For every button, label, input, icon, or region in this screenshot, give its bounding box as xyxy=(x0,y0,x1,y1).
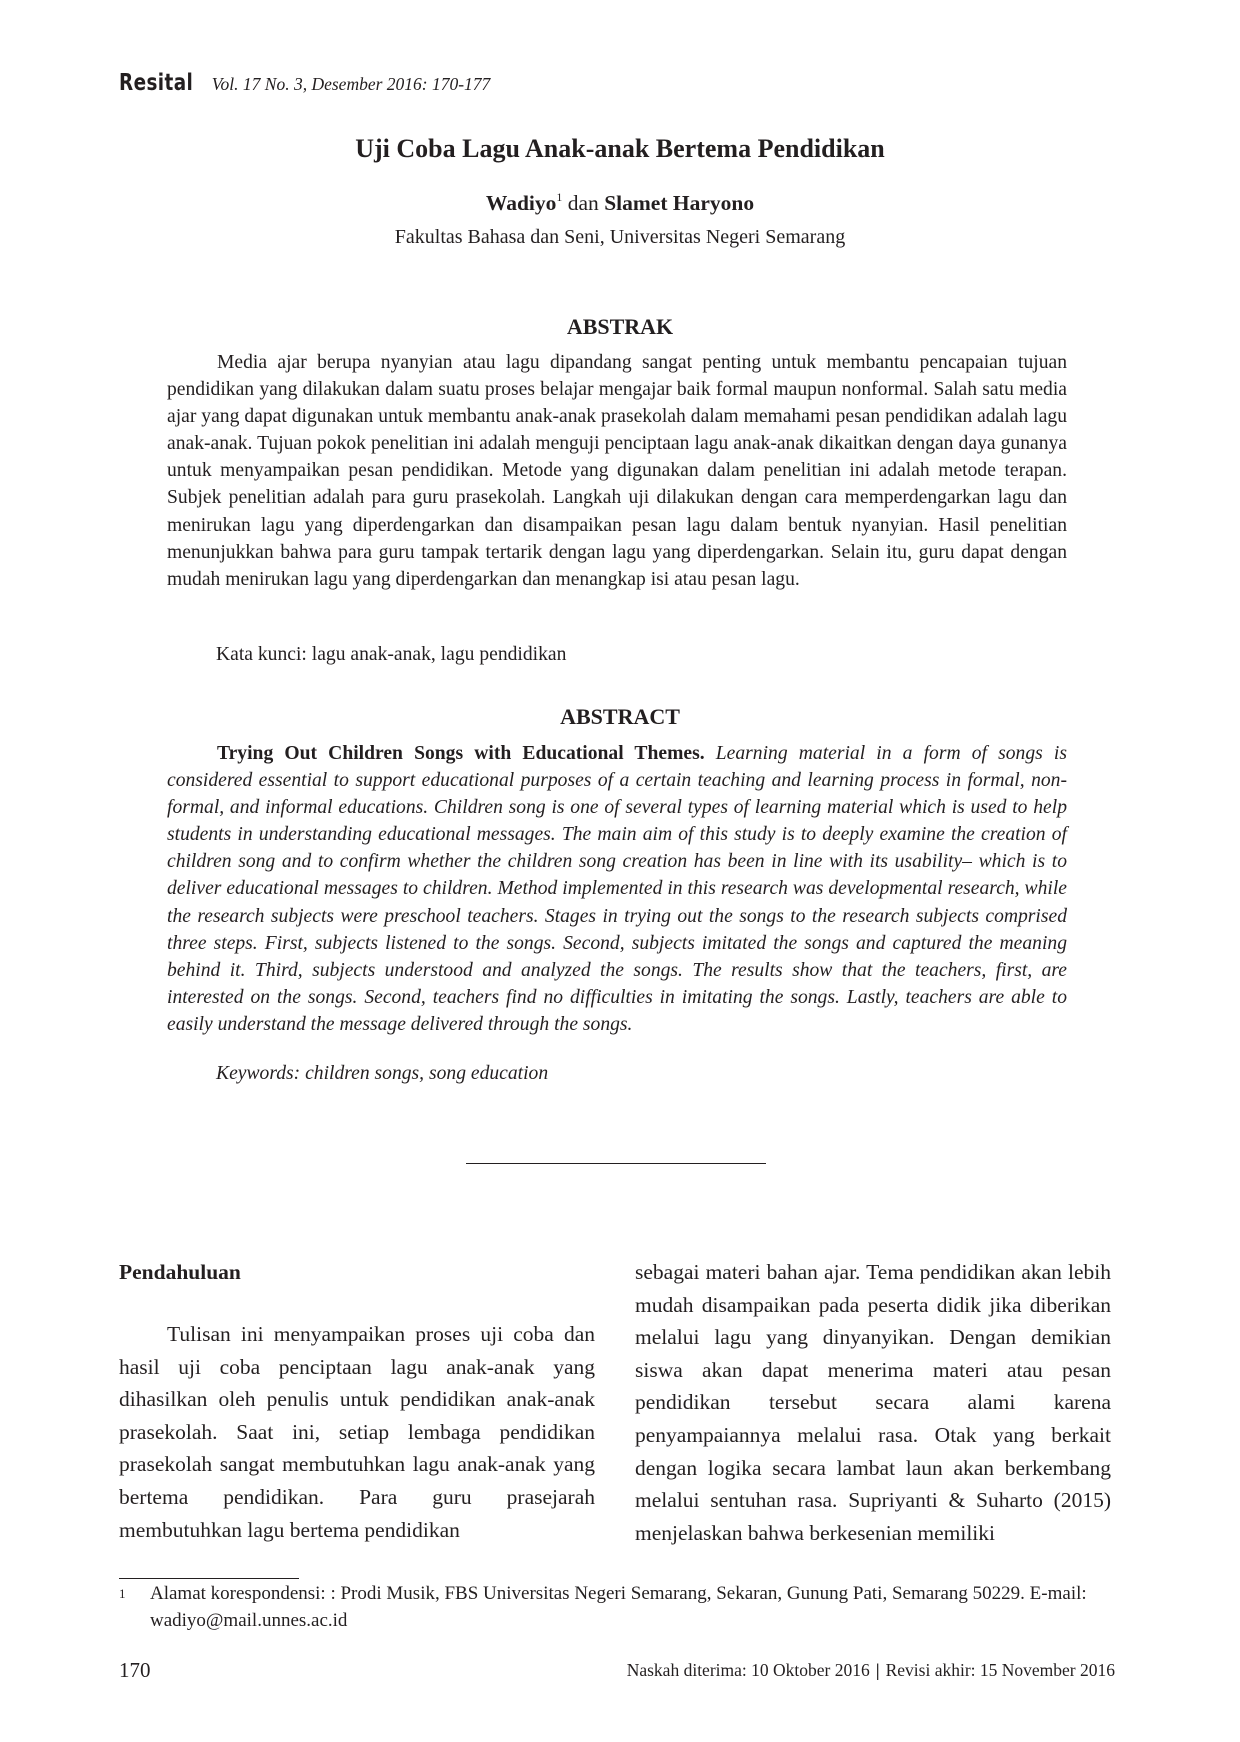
abstract-keywords: Keywords: children songs, song education xyxy=(216,1063,549,1084)
article-title: Uji Coba Lagu Anak-anak Bertema Pendidikan xyxy=(355,134,885,163)
abstract-lead-title: Trying Out Children Songs with Educational Themes. xyxy=(217,743,705,764)
running-header xyxy=(119,70,490,100)
footnote xyxy=(119,1580,1115,1634)
body-left-column: Tulisan ini menyampaikan proses uji coba dan hasil uji coba penciptaan lagu anak-anak yang dihasilkan oleh penulis untuk pendidikan anak-anak prasekolah. Saat ini, setiap lembaga pendidikan prasekolah sangat membutuhkan lagu anak-anak yang bertema pendidikan. Para guru prasejarah membutuhkan lagu bertema pendidikan xyxy=(119,1322,595,1542)
revised-date: Revisi akhir: 15 November 2016 xyxy=(885,1660,1115,1680)
author-1: Wadiyo xyxy=(485,191,557,215)
abstrak-keywords: Kata kunci: lagu anak-anak, lagu pendidikan xyxy=(216,644,567,665)
abstract-heading: ABSTRACT xyxy=(560,704,680,729)
abstrak-body xyxy=(167,349,1067,593)
section-separator xyxy=(466,1163,766,1164)
footer-dates xyxy=(627,1660,1115,1681)
body-right-column: sebagai materi bahan ajar. Tema pendidikan akan lebih mudah disampaikan pada peserta didik jika diberikan melalui lagu yang dinyanyikan. Dengan demikian siswa akan dapat menerima materi atau pesan pendidikan tersebut secara alami karena penyampaiannya melalui rasa. Otak yang berkait dengan logika secara lambat laun akan berkembang melalui sentuhan rasa. Supriyanti & Suharto (2015) menjelaskan bahwa berkesenian memiliki xyxy=(635,1260,1111,1545)
abstrak-text: Media ajar berupa nyanyian atau lagu dipandang sangat penting untuk membantu pencapaian tujuan pendidikan yang dilakukan dalam suatu proses belajar mengajar baik formal maupun nonformal. Salah satu media ajar yang dapat digunakan untuk membantu anak-anak prasekolah dalam memahami pesan pendidikan adalah lagu anak-anak. Tujuan pokok penelitian ini adalah menguji penciptaan lagu anak-anak dikaitkan dengan daya gunanya untuk menyampaikan pesan pendidikan. Metode yang digunakan dalam penelitian ini adalah metode terapan. Subjek penelitian adalah para guru prasekolah. Langkah uji dilakukan dengan cara memperdengarkan lagu dan menirukan lagu yang diperdengarkan dan disampaikan pesan lagu dalam bentuk nyanyian. Hasil penelitian menunjukkan bahwa para guru tampak tertarik dengan lagu yang diperdengarkan. Selain itu, guru dapat dengan mudah menirukan lagu yang diperdengarkan dan menangkap isi atau pesan lagu. xyxy=(167,352,1067,590)
abstract-body xyxy=(167,740,1067,1038)
author-line xyxy=(0,190,1240,216)
author-conjunction: dan xyxy=(567,191,599,215)
abstrak-heading: ABSTRAK xyxy=(566,314,674,339)
affiliation: Fakultas Bahasa dan Seni, Universitas Negeri Semarang xyxy=(394,226,846,248)
footnote-mark: 1 xyxy=(119,1586,126,1601)
journal-logo: Resital xyxy=(119,70,194,96)
journal-citation: Vol. 17 No. 3, Desember 2016: 170-177 xyxy=(211,74,491,94)
section-heading-pendahuluan: Pendahuluan xyxy=(119,1260,241,1284)
received-date: Naskah diterima: 10 Oktober 2016 xyxy=(626,1660,870,1680)
footer-separator: | xyxy=(875,1660,880,1680)
author-1-footnote-ref: 1 xyxy=(556,190,563,204)
footnote-rule xyxy=(119,1578,299,1579)
page-number: 170 xyxy=(119,1658,151,1682)
footnote-text: Alamat korespondensi: : Prodi Musik, FBS Universitas Negeri Semarang, Sekaran, Gunung Pati, Semarang 50229. E-mail: wadiyo@mail.unnes.ac.id xyxy=(150,1583,1087,1631)
abstract-text: Learning material in a form of songs is considered essential to support educational purposes of a certain teaching and learning process in formal, non-formal, and informal educations. Children song is one of several types of learning material which is used to help students in understanding educational messages. The main aim of this study is to deeply examine the creation of children song and to confirm whether the children song creation has been in line with its usability– which is to deliver educational messages to children. Method implemented in this research was developmental research, while the research subjects were preschool teachers. Stages in trying out the songs to the research subjects comprised three steps. First, subjects listened to the songs. Second, subjects imitated the songs and captured the meaning behind it. Third, subjects understood and analyzed the songs. The results show that the teachers, first, are interested on the songs. Second, teachers find no difficulties in imitating the songs. Lastly, teachers are able to easily understand the message delivered through the songs. xyxy=(167,743,1067,1035)
author-2: Slamet Haryono xyxy=(604,191,755,215)
